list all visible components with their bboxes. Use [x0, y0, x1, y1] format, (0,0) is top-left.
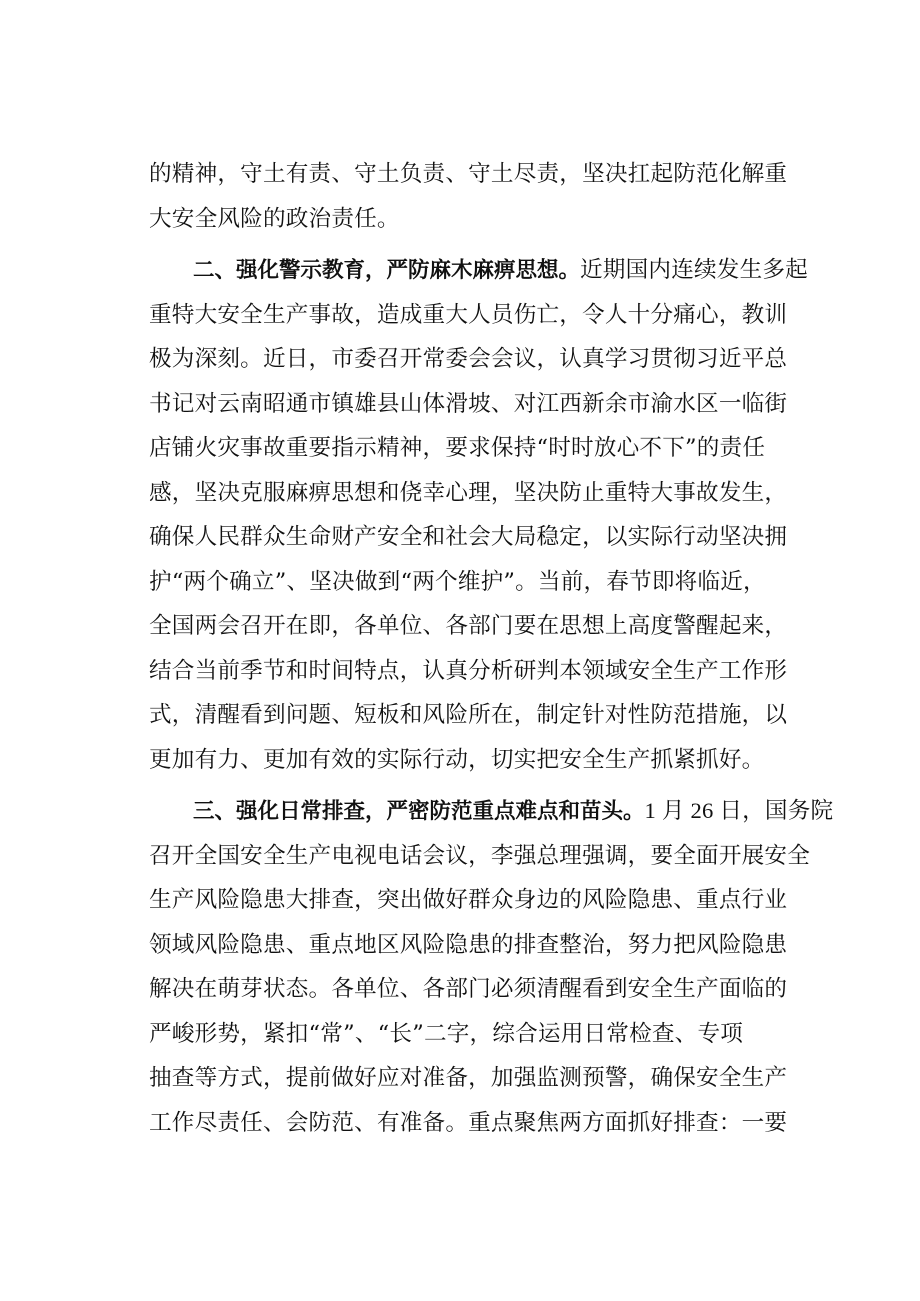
text-line: 店铺火灾事故重要指示精神，要求保持“时时放心不下”的责任	[149, 435, 766, 461]
text-line: 严峻形势，紧扣“常”、“长”二字，综合运用日常检查、专项	[149, 1020, 744, 1047]
text-line: 大安全风险的政治责任。	[149, 205, 400, 232]
text-run: 近期国内连续发生多起	[580, 257, 808, 283]
text-line: 工作尽责任、会防范、有准备。重点聚焦两方面抓好排查：一要	[149, 1109, 788, 1136]
text-run: 1 月 26 日，国务院	[644, 798, 834, 823]
text-line: 式，清醒看到问题、短板和风险所在，制定针对性防范措施，以	[149, 702, 788, 728]
text-line: 确保人民群众生命财产安全和社会大局稳定，以实际行动坚决拥	[149, 524, 788, 550]
text-line: 书记对云南昭通市镇雄县山体滑坡、对江西新余市渝水区一临街	[149, 390, 788, 417]
text-line: 结合当前季节和时间特点，认真分析研判本领域安全生产工作形	[149, 657, 788, 684]
text-line: 护“两个确立”、坚决做到“两个维护”。当前，春节即将临近，	[149, 568, 766, 595]
paragraph-first-line	[149, 248, 809, 293]
section-heading-3: 三、强化日常排查，严密防范重点难点和苗头。	[193, 799, 645, 824]
text-line: 全国两会召开在即，各单位、各部门要在思想上高度警醒起来，	[149, 613, 788, 639]
text-line: 领域风险隐患、重点地区风险隐患的排查整治，努力把风险隐患	[149, 931, 788, 958]
text-line: 解决在萌芽状态。各单位、各部门必须清醒看到安全生产面临的	[149, 976, 788, 1002]
text-line: 召开全国安全生产电视电话会议，李强总理强调，要全面开展安全	[149, 842, 811, 869]
text-line: 感，坚决克服麻痹思想和侥幸心理，坚决防止重特大事故发生，	[149, 479, 788, 506]
text-line: 生产风险隐患大排查，突出做好群众身边的风险隐患、重点行业	[149, 887, 788, 913]
paragraph-first-line	[149, 789, 834, 834]
text-line: 极为深刻。近日，市委召开常委会会议，认真学习贯彻习近平总	[149, 346, 788, 372]
document-body	[149, 152, 834, 1145]
paragraph-3	[149, 789, 834, 1145]
text-line: 重特大安全生产事故，造成重大人员伤亡，令人十分痛心，教训	[149, 301, 788, 328]
paragraph-1	[149, 152, 809, 241]
section-heading-2: 二、强化警示教育，严防麻木麻痹思想。	[193, 258, 581, 283]
text-line: 更加有力、更加有效的实际行动，切实把安全生产抓紧抓好。	[149, 746, 765, 773]
text-line: 抽查等方式，提前做好应对准备，加强监测预警，确保安全生产	[149, 1065, 788, 1091]
paragraph-2	[149, 248, 809, 782]
text-line: 的精神，守土有责、守土负责、守土尽责，坚决扛起防范化解重	[149, 161, 788, 187]
